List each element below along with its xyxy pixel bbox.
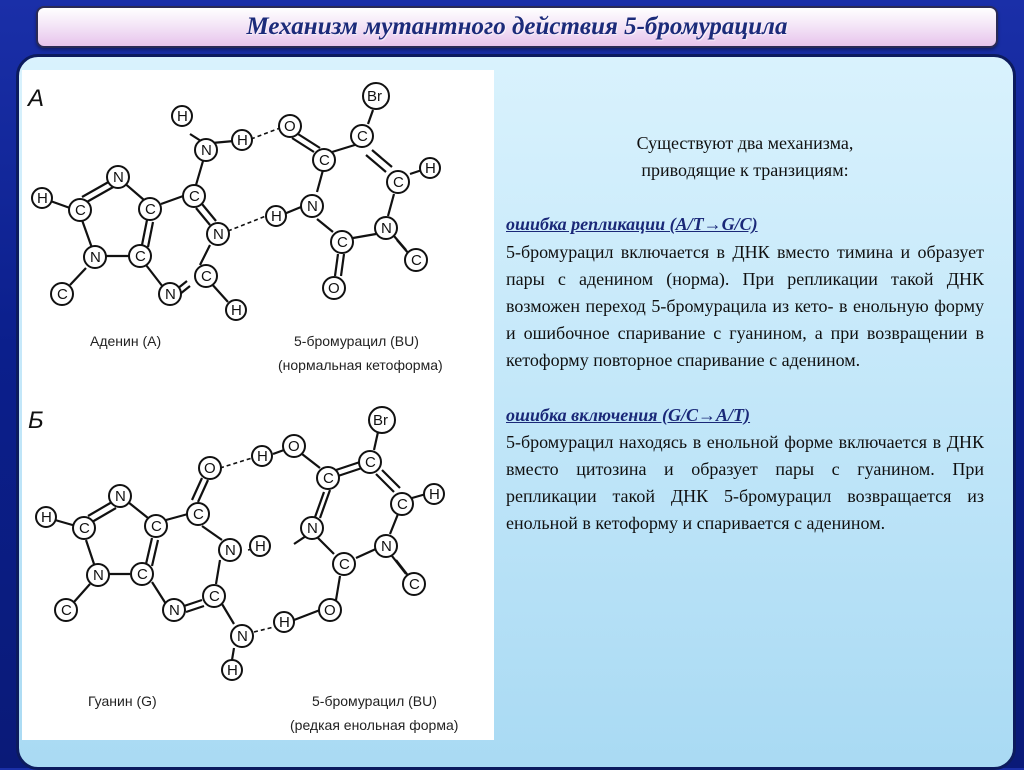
- panel-a-caption-right-2: (нормальная кетоформа): [278, 357, 443, 373]
- intro-paragraph: [506, 130, 984, 184]
- intro-line-2: приводящие к транзициям:: [641, 160, 849, 181]
- atom-a-h-bottom: [226, 300, 246, 320]
- svg-text:H: H: [279, 614, 290, 631]
- atom-a-n6: [375, 217, 397, 239]
- svg-text:H: H: [237, 132, 248, 149]
- panel-a-atoms: [32, 83, 440, 320]
- atom-b-c-methyl2: [403, 573, 425, 595]
- atom-a-h-mid: [266, 206, 286, 226]
- atom-a-c6: [313, 149, 335, 171]
- svg-text:N: N: [225, 542, 236, 559]
- atom-a-c2: [139, 198, 161, 220]
- atom-b-c4: [187, 503, 209, 525]
- atom-a-n5: [301, 195, 323, 217]
- svg-text:C: C: [189, 188, 200, 205]
- atom-b-c2: [145, 515, 167, 537]
- svg-text:O: O: [324, 602, 336, 619]
- panel-a-letter: А: [28, 85, 45, 112]
- svg-text:C: C: [209, 588, 220, 605]
- explanation-text: [506, 130, 984, 538]
- atom-a-n3: [207, 223, 229, 245]
- svg-text:H: H: [231, 302, 242, 319]
- svg-text:N: N: [307, 198, 318, 215]
- atom-b-h-mid1: [250, 536, 270, 556]
- svg-text:C: C: [411, 252, 422, 269]
- svg-text:C: C: [357, 128, 368, 145]
- atom-b-c9: [333, 553, 355, 575]
- svg-text:H: H: [425, 160, 436, 177]
- svg-text:O: O: [204, 460, 216, 477]
- svg-text:H: H: [227, 662, 238, 679]
- svg-text:C: C: [75, 202, 86, 219]
- chemical-structure-figure: [22, 70, 494, 740]
- incorporation-error-heading: ошибка включения (G/C→A/T): [506, 404, 751, 425]
- atom-a-c-methyl2: [405, 249, 427, 271]
- atom-b-h-top: [252, 446, 272, 466]
- svg-text:H: H: [271, 208, 282, 225]
- panel-b-caption-right-2: (редкая енольная форма): [290, 717, 459, 733]
- atom-b-n1: [109, 485, 131, 507]
- svg-text:C: C: [365, 454, 376, 471]
- atom-b-o1: [199, 457, 221, 479]
- svg-text:C: C: [397, 496, 408, 513]
- svg-text:N: N: [169, 602, 180, 619]
- atom-b-h-mid2: [274, 612, 294, 632]
- structure-diagram: [22, 70, 494, 740]
- atom-b-n7: [375, 535, 397, 557]
- panel-b-atoms: [36, 407, 444, 680]
- atom-a-h-amino: [232, 130, 252, 150]
- atom-a-o1: [279, 115, 301, 137]
- svg-text:C: C: [339, 556, 350, 573]
- atom-b-h-right: [424, 484, 444, 504]
- svg-text:N: N: [381, 538, 392, 555]
- atom-a-h-left: [32, 188, 52, 208]
- atom-a-n1: [107, 166, 129, 188]
- atom-a-c5: [195, 265, 217, 287]
- panel-b-caption-right-1: 5-бромурацил (BU): [312, 693, 437, 709]
- svg-text:C: C: [337, 234, 348, 251]
- svg-text:H: H: [37, 190, 48, 207]
- svg-text:C: C: [409, 576, 420, 593]
- atom-a-c1: [69, 199, 91, 221]
- svg-text:C: C: [319, 152, 330, 169]
- atom-b-n3: [219, 539, 241, 561]
- svg-text:C: C: [323, 470, 334, 487]
- incorporation-error-body: 5-бромурацил находясь в енольной форме включается в ДНК вместо цитозина и образует пары с гуанином. При репликации такой ДНК 5-бромурацил возвращается из енольной в кетоформу и спаривается с аденином.: [506, 431, 984, 534]
- atom-a-h-top: [172, 106, 192, 126]
- atom-a-n4: [159, 283, 181, 305]
- svg-text:N: N: [165, 286, 176, 303]
- atom-b-n5: [231, 625, 253, 647]
- intro-line-1: Существуют два механизма,: [636, 133, 854, 153]
- atom-a-n-amino: [195, 139, 217, 161]
- replication-error-heading: ошибка репликации (A/T→G/C): [506, 214, 758, 235]
- svg-text:C: C: [145, 201, 156, 218]
- svg-text:H: H: [177, 108, 188, 125]
- svg-text:N: N: [90, 249, 101, 266]
- atom-a-o2: [323, 277, 345, 299]
- atom-b-n2: [87, 564, 109, 586]
- svg-text:N: N: [307, 520, 318, 537]
- svg-text:C: C: [79, 520, 90, 537]
- svg-text:N: N: [237, 628, 248, 645]
- title-bar: [36, 6, 998, 48]
- atom-b-o2: [283, 435, 305, 457]
- atom-b-c3: [131, 563, 153, 585]
- atom-b-h-left: [36, 507, 56, 527]
- svg-text:N: N: [113, 169, 124, 186]
- atom-a-c3: [129, 245, 151, 267]
- atom-a-c-methyl: [51, 283, 73, 305]
- svg-text:H: H: [257, 448, 268, 465]
- svg-text:N: N: [381, 220, 392, 237]
- panel-a-caption-right-1: 5-бромурацил (BU): [294, 333, 419, 349]
- atom-b-n6: [301, 517, 323, 539]
- svg-text:O: O: [284, 118, 296, 135]
- atom-b-o3: [319, 599, 341, 621]
- svg-text:C: C: [393, 174, 404, 191]
- svg-text:O: O: [288, 438, 300, 455]
- atom-a-c8: [387, 171, 409, 193]
- svg-text:O: O: [328, 280, 340, 297]
- svg-text:C: C: [61, 602, 72, 619]
- atom-b-h-bottom: [222, 660, 242, 680]
- svg-text:N: N: [201, 142, 212, 159]
- atom-b-c6: [317, 467, 339, 489]
- atom-b-c5: [203, 585, 225, 607]
- svg-text:C: C: [201, 268, 212, 285]
- svg-text:C: C: [135, 248, 146, 265]
- atom-b-c8: [391, 493, 413, 515]
- atom-b-n4: [163, 599, 185, 621]
- atom-a-n2: [84, 246, 106, 268]
- panel-b-letter: Б: [28, 407, 44, 434]
- atom-b-br: [369, 407, 395, 433]
- svg-text:H: H: [41, 509, 52, 526]
- svg-text:C: C: [151, 518, 162, 535]
- atom-a-c7: [351, 125, 373, 147]
- svg-text:N: N: [115, 488, 126, 505]
- svg-text:H: H: [429, 486, 440, 503]
- svg-text:C: C: [57, 286, 68, 303]
- svg-text:C: C: [193, 506, 204, 523]
- replication-error-body: 5-бромурацил включается в ДНК вместо тимина и образует пары с аденином (норма). При репликации такой ДНК возможен переход 5-бромурацила из кето- в енольную форму и ошибочное спаривание с гуанином, а при возвращении в кетоформу повторное спаривание с аденином.: [506, 241, 984, 371]
- svg-text:H: H: [255, 538, 266, 555]
- svg-text:C: C: [137, 566, 148, 583]
- atom-b-c-methyl: [55, 599, 77, 621]
- svg-text:Br: Br: [367, 88, 382, 105]
- svg-text:N: N: [93, 567, 104, 584]
- atom-b-c7: [359, 451, 381, 473]
- svg-text:Br: Br: [373, 412, 388, 429]
- panel-b-caption-left: Гуанин (G): [88, 693, 157, 709]
- atom-a-br: [363, 83, 389, 109]
- slide-title: Механизм мутантного действия 5-бромурацила: [246, 13, 788, 40]
- panel-a-caption-left: Аденин (А): [90, 333, 162, 349]
- atom-a-h-right: [420, 158, 440, 178]
- atom-a-c4: [183, 185, 205, 207]
- svg-text:N: N: [213, 226, 224, 243]
- atom-a-c9: [331, 231, 353, 253]
- atom-b-c1: [73, 517, 95, 539]
